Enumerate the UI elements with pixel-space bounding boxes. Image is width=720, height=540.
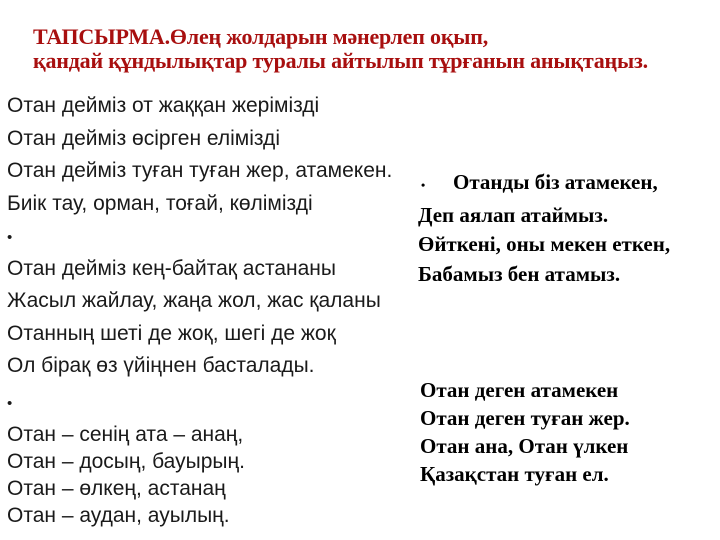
task-title-line-1: ТАПСЫРМА.Өлең жолдарын мәнерлеп оқып, [33, 24, 489, 49]
stanza-line: Деп аялап атаймыз. [418, 202, 609, 227]
bullet-line [7, 220, 417, 253]
poem-line: Отан – аудан, ауылың. [7, 503, 230, 527]
stanza-line: Өйткені, оны мекен еткен, [418, 232, 671, 256]
task-title [33, 25, 673, 73]
stanza-line-text: Отанды біз атамекен, [453, 170, 658, 194]
bullet-icon: • [421, 178, 426, 192]
poem-line: Жасыл жайлау, жаңа жол, жас қаланы [7, 289, 381, 312]
stanza-line: Отан ана, Отан үлкен [420, 434, 629, 458]
poem-line: Отан дейміз өсірген елімізді [7, 126, 280, 150]
stanza-line: Қазақстан туған ел. [420, 462, 609, 486]
poem-line: Отан – сенің ата – анаң, [7, 422, 244, 446]
poem-line: Отанның шеті де жоқ, шегі де жоқ [7, 321, 336, 345]
stanza-line: Отан деген атамекен [420, 378, 619, 402]
poem-line: Отан дейміз от жаққан жерімізді [7, 94, 320, 117]
poem-line: Ол бірақ өз үйіңнен басталады. [7, 354, 315, 377]
poem-line: Отан дейміз кең-байтақ астананы [7, 256, 336, 280]
bullet-icon: • [7, 229, 13, 246]
poem-line: Отан дейміз туған туған жер, атамекен. [7, 159, 393, 182]
left-poem [7, 90, 417, 529]
bullet-line [7, 383, 417, 421]
poem-line: Отан – өлкең, астанаң [7, 476, 226, 500]
stanza-line [418, 168, 670, 201]
poem-line: Биік тау, орман, тоғай, көлімізді [7, 191, 313, 215]
poem-line: Отан – досың, бауырың. [7, 449, 245, 473]
task-title-line-2: қандай құндылықтар туралы айтылып тұрғанын анықтаңыз. [33, 48, 648, 73]
stanza-line: Отан деген туған жер. [420, 406, 630, 430]
stanza-line: Бабамыз бен атамыз. [418, 261, 621, 286]
bullet-icon: • [7, 394, 13, 412]
right-stanza-2 [420, 376, 630, 488]
right-stanza-1 [418, 168, 670, 289]
